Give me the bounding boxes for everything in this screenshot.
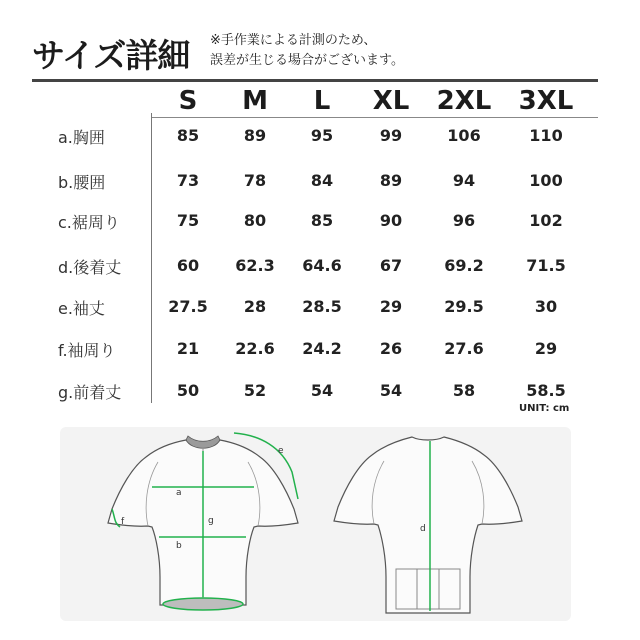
table-cell: 62.3 (235, 256, 275, 275)
table-cell: 89 (243, 126, 267, 145)
table-cell: 54 (379, 381, 403, 400)
col-header-l: L (313, 86, 331, 116)
label-e: e (278, 446, 284, 456)
table-cell: 78 (243, 171, 267, 190)
table-cell: 90 (379, 211, 403, 230)
table-cell: 85 (176, 126, 200, 145)
row-label-hem: c.裾周り (58, 213, 120, 232)
table-header-divider (152, 117, 598, 118)
table-cell: 95 (310, 126, 334, 145)
label-f: f (121, 517, 125, 527)
table-cell: 110 (529, 126, 563, 145)
col-header-2xl: 2XL (436, 86, 492, 116)
table-cell: 100 (529, 171, 563, 190)
measurement-note (210, 31, 404, 71)
table-cell: 84 (310, 171, 334, 190)
table-cell: 106 (447, 126, 481, 145)
front-hem-band (163, 598, 243, 610)
col-header-xl: XL (372, 86, 410, 116)
jersey-back-outline (334, 437, 522, 613)
table-cell: 30 (534, 297, 558, 316)
table-cell: 27.5 (168, 297, 208, 316)
table-cell: 29 (379, 297, 403, 316)
table-cell: 26 (379, 339, 403, 358)
table-cell: 29.5 (444, 297, 484, 316)
jersey-front (108, 433, 298, 610)
jersey-diagram (60, 427, 571, 621)
table-cell: 27.6 (444, 339, 484, 358)
table-cell: 52 (243, 381, 267, 400)
row-label-waist: b.腰囲 (58, 173, 106, 192)
col-header-m: M (242, 86, 268, 116)
table-cell: 58.5 (526, 381, 566, 400)
row-label-sleeve-circumference: f.袖周り (58, 341, 116, 360)
table-cell: 50 (176, 381, 200, 400)
jersey-back (334, 437, 522, 613)
page-title: サイズ詳細 (32, 36, 190, 75)
jersey-diagram-svg (60, 427, 571, 621)
note-line-1: ※手作業による計測のため、 (210, 33, 377, 48)
table-cell: 22.6 (235, 339, 275, 358)
col-header-s: S (178, 86, 198, 116)
label-d: d (420, 524, 426, 534)
unit-label: UNIT: cm (519, 403, 570, 414)
label-a: a (176, 488, 182, 498)
table-cell: 67 (379, 256, 403, 275)
table-cell: 29 (534, 339, 558, 358)
note-line-2: 誤差が生じる場合がございます。 (210, 53, 404, 68)
table-cell: 96 (452, 211, 476, 230)
table-cell: 89 (379, 171, 403, 190)
table-cell: 69.2 (444, 256, 484, 275)
col-header-3xl: 3XL (518, 86, 574, 116)
label-b: b (176, 541, 182, 551)
table-cell: 28.5 (302, 297, 342, 316)
label-g: g (208, 516, 214, 526)
table-cell: 80 (243, 211, 267, 230)
table-cell: 60 (176, 256, 200, 275)
table-cell: 28 (243, 297, 267, 316)
table-cell: 64.6 (302, 256, 342, 275)
table-cell: 85 (310, 211, 334, 230)
table-cell: 102 (529, 211, 563, 230)
row-label-chest: a.胸囲 (58, 128, 105, 147)
table-cell: 21 (176, 339, 200, 358)
table-cell: 24.2 (302, 339, 342, 358)
table-cell: 75 (176, 211, 200, 230)
row-label-back-length: d.後着丈 (58, 258, 122, 277)
table-cell: 73 (176, 171, 200, 190)
table-cell: 58 (452, 381, 476, 400)
table-cell: 54 (310, 381, 334, 400)
table-cell: 71.5 (526, 256, 566, 275)
table-cell: 99 (379, 126, 403, 145)
table-cell: 94 (452, 171, 476, 190)
title-divider (32, 79, 598, 82)
row-label-sleeve-length: e.袖丈 (58, 299, 105, 318)
row-label-front-length: g.前着丈 (58, 383, 122, 402)
